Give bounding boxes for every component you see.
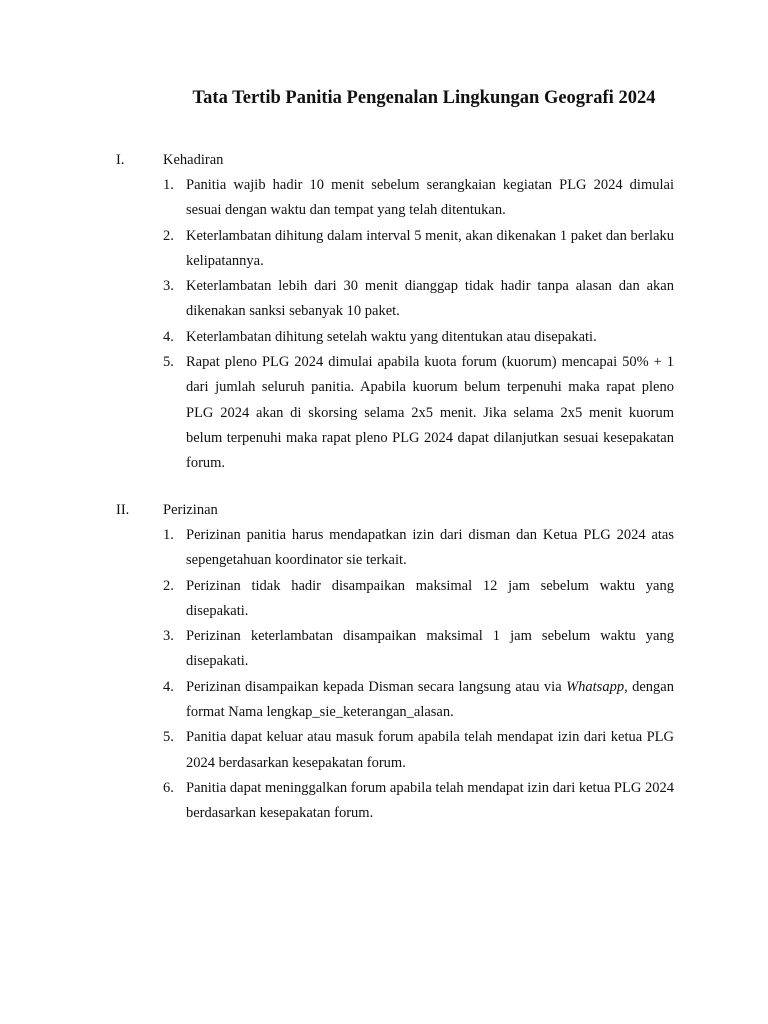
item-text: Panitia dapat meninggalkan forum apabila telah mendapat izin dari ketua PLG 2024 berdasarkan kesepakatan forum. bbox=[186, 779, 674, 822]
item-number: 1. bbox=[163, 527, 174, 543]
item-text: Perizinan tidak hadir disampaikan maksimal 12 jam sebelum waktu yang disepakati. bbox=[186, 577, 674, 619]
list-item bbox=[0, 624, 768, 675]
item-text: Keterlambatan lebih dari 30 menit dianggap tidak hadir tanpa alasan dan akan dikenakan sanksi sebanyak 10 paket. bbox=[186, 278, 674, 320]
item-text-part: , dengan format Nama lengkap_sie_keterangan_alasan. bbox=[186, 678, 674, 721]
item-number: 5. bbox=[163, 729, 174, 746]
section-heading: Perizinan bbox=[163, 502, 218, 518]
item-number: 3. bbox=[163, 628, 174, 645]
item-number: 4. bbox=[163, 678, 174, 695]
item-number: 1. bbox=[163, 177, 174, 193]
item-text: Keterlambatan dihitung dalam interval 5 menit, akan dikenakan 1 paket dan berlaku kelipatannya. bbox=[186, 227, 674, 269]
list-item bbox=[0, 173, 768, 224]
item-number: 5. bbox=[163, 354, 174, 371]
section-numeral: I. bbox=[116, 152, 125, 168]
item-number: 6. bbox=[163, 779, 174, 796]
item-number: 4. bbox=[163, 328, 174, 345]
item-text-italic: Whatsapp bbox=[566, 678, 625, 695]
item-text bbox=[186, 679, 674, 720]
item-text: Keterlambatan dihitung setelah waktu yang ditentukan atau disepakati. bbox=[186, 328, 597, 345]
section-numeral: II. bbox=[116, 502, 130, 518]
item-text: Rapat pleno PLG 2024 dimulai apabila kuota forum (kuorum) mencapai 50% + 1 dari jumlah seluruh panitia. Apabila kuorum belum terpenuhi maka rapat pleno PLG 2024 akan di skorsing selama 2x5 menit. Jika selama 2x5 menit kuorum belum terpenuhi maka rapat pleno PLG 2024 dapat dilanjutkan sesuai kesepakatan forum. bbox=[186, 354, 674, 472]
item-number: 2. bbox=[163, 577, 174, 594]
list-item bbox=[0, 224, 768, 275]
item-number: 3. bbox=[163, 278, 174, 295]
section-heading: Kehadiran bbox=[163, 152, 224, 168]
item-text: Perizinan keterlambatan disampaikan maksimal 1 jam sebelum waktu yang disepakati. bbox=[186, 628, 674, 670]
list-item bbox=[0, 523, 768, 574]
section-kehadiran bbox=[0, 148, 768, 477]
list-item bbox=[0, 675, 768, 726]
list-item bbox=[0, 776, 768, 827]
item-text-part: Perizinan disampaikan kepada Disman secara langsung atau via bbox=[186, 678, 567, 695]
list-item bbox=[0, 274, 768, 325]
item-text: Panitia dapat keluar atau masuk forum apabila telah mendapat izin dari ketua PLG 2024 berdasarkan kesepakatan forum. bbox=[186, 729, 674, 771]
list-item bbox=[0, 325, 768, 350]
section-header bbox=[0, 498, 768, 523]
item-text: Perizinan panitia harus mendapatkan izin dari disman dan Ketua PLG 2024 atas sepengetahuan koordinator sie terkait. bbox=[186, 527, 674, 569]
list-item bbox=[0, 574, 768, 625]
document-title: Tata Tertib Panitia Pengenalan Lingkungan Geografi 2024 bbox=[192, 88, 656, 108]
item-text: Panitia wajib hadir 10 menit sebelum serangkaian kegiatan PLG 2024 dimulai sesuai dengan waktu dan tempat yang telah ditentukan. bbox=[186, 177, 674, 219]
list-item bbox=[0, 725, 768, 776]
section-header bbox=[0, 148, 768, 173]
rule-list bbox=[0, 173, 768, 477]
list-item bbox=[0, 350, 768, 476]
item-number: 2. bbox=[163, 227, 174, 244]
rule-list bbox=[0, 523, 768, 827]
section-perizinan bbox=[0, 498, 768, 827]
